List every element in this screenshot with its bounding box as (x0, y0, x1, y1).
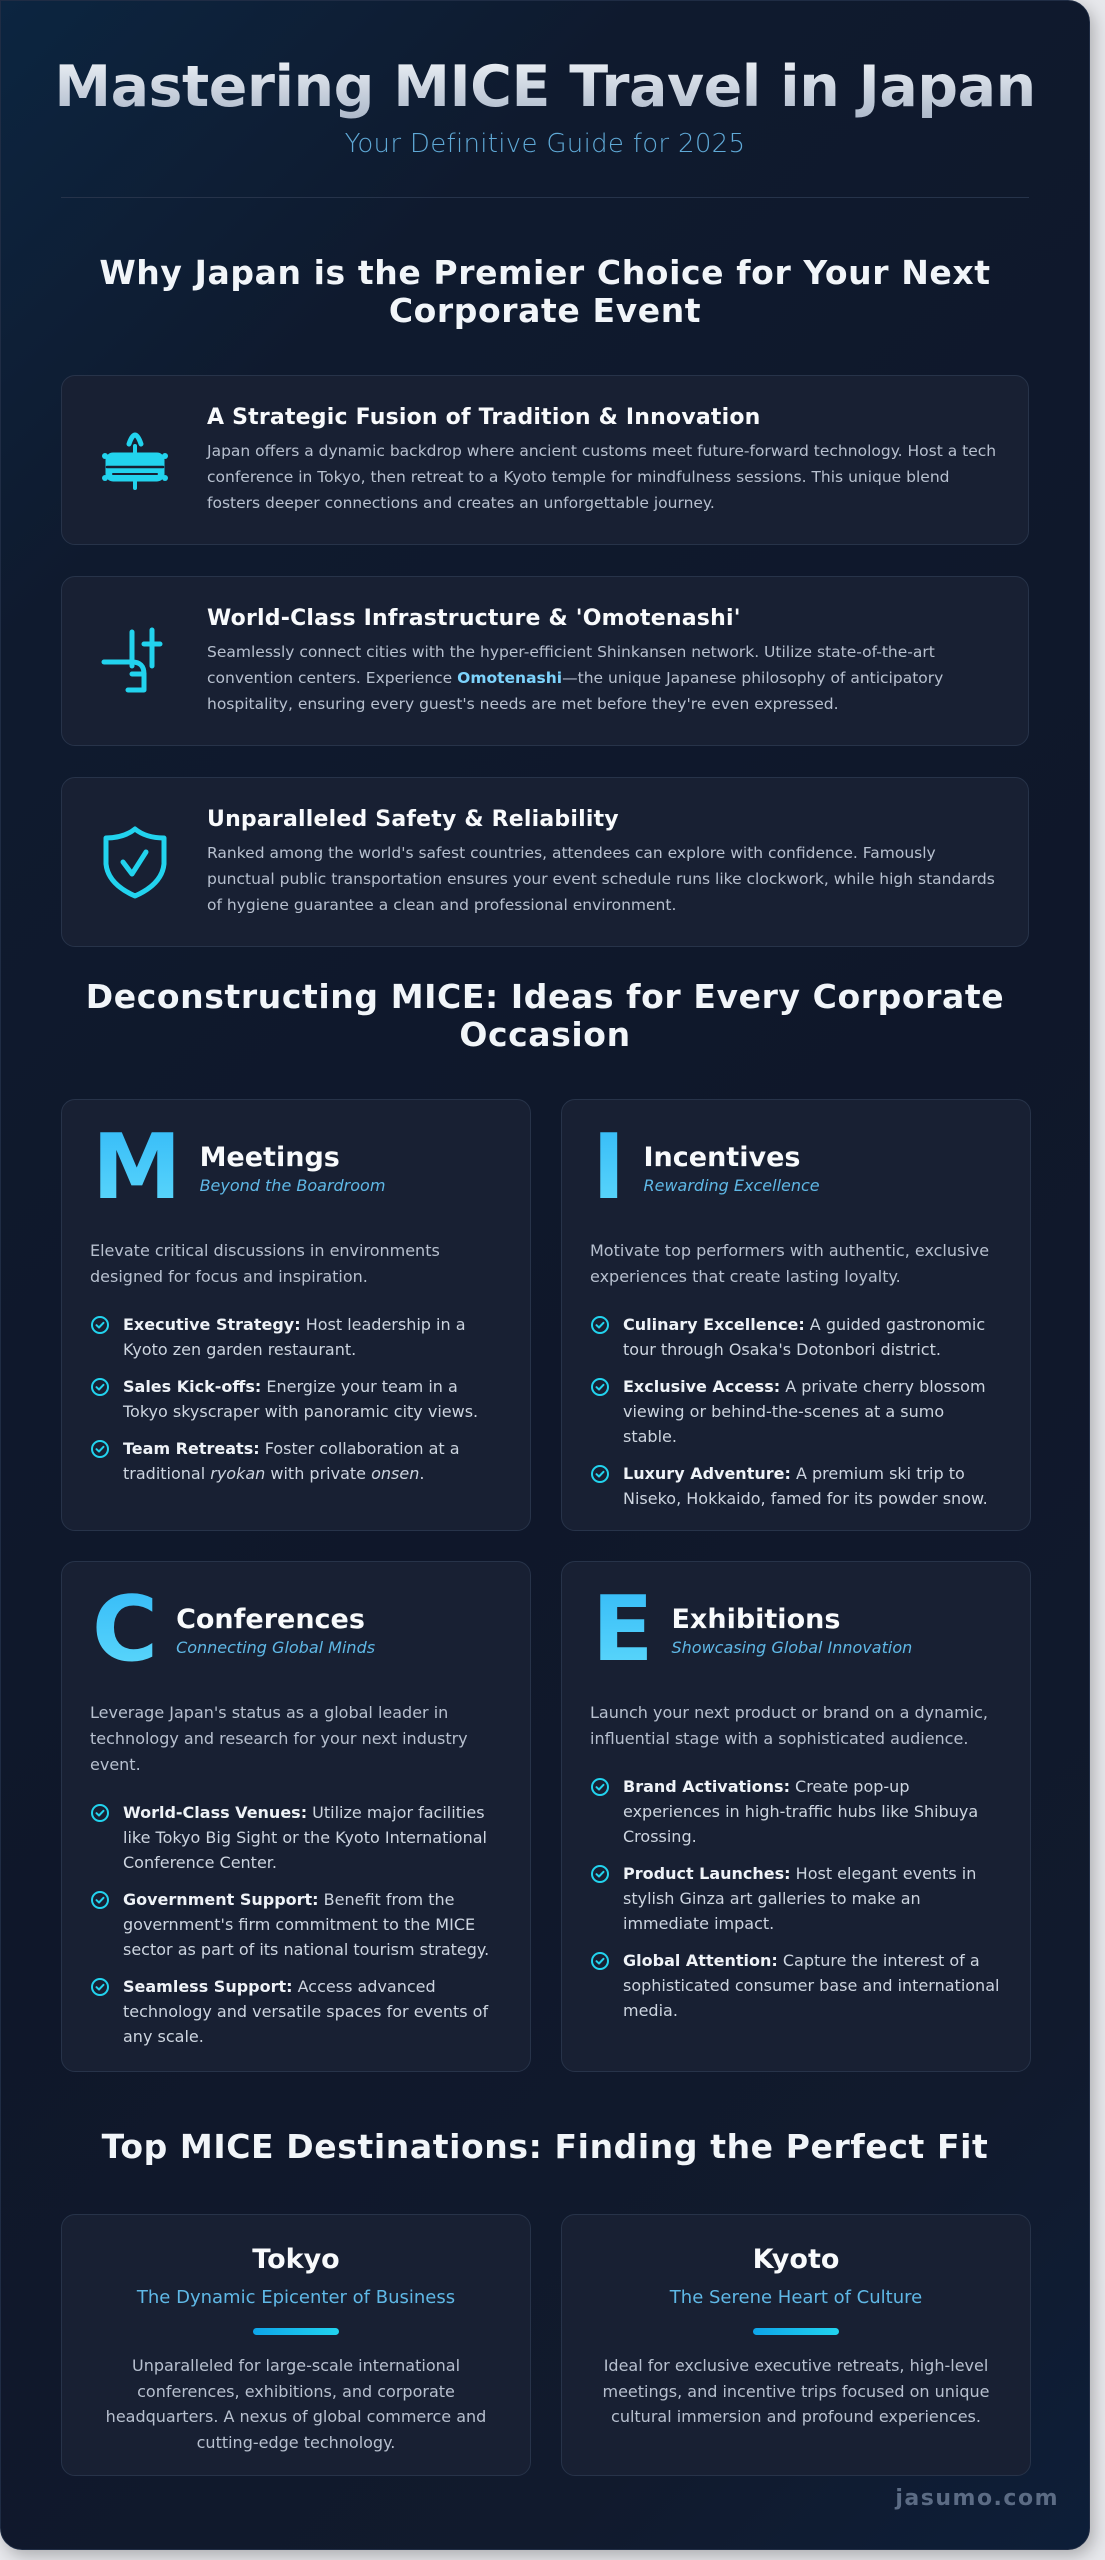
check-circle-icon (90, 1977, 110, 1997)
feature-text: Japan offers a dynamic backdrop where ancient customs meet future-forward technology. Host a tech conference in Tokyo, then retreat to a Kyoto temple for mindfulness sessions. This unique blend fosters deeper connections and creates an unforgettable journey. (207, 441, 997, 512)
footer-brand: jasumo.com (895, 2486, 1059, 2511)
mice-idea-list (90, 1312, 502, 1486)
destination-description: Ideal for exclusive executive retreats, high-level meetings, and incentive trips focused on unique cultural immersion and profound experiences. (602, 2356, 990, 2426)
why-japan-section (1, 254, 1089, 947)
feature-text: Ranked among the world's safest countries, attendees can explore with confidence. Famously punctual public transportation ensures your event schedule runs like clockwork, while high standards of hygiene guarantee a clean and professional environment. (207, 843, 995, 914)
list-item: Sales Kick-offs: Energize your team in a Tokyo skyscraper with panoramic city views. (90, 1374, 502, 1424)
list-item: Team Retreats: Foster collaboration at a traditional ryokan with private onsen. (90, 1436, 502, 1486)
destination-card-tokyo (61, 2214, 531, 2476)
mice-card-title: Incentives (643, 1141, 801, 1173)
destination-description: Unparalleled for large-scale international conferences, exhibitions, and corporate headquarters. A nexus of global commerce and cutting-edge technology. (105, 2356, 487, 2452)
mice-letter: E (592, 1577, 654, 1682)
mice-card-conferences (61, 1561, 531, 2072)
destination-grid (61, 2214, 1029, 2476)
feature-card-safety (61, 777, 1029, 947)
section-title-destinations: Top MICE Destinations: Finding the Perfect Fit (101, 2127, 989, 2166)
check-circle-icon (590, 1377, 610, 1397)
mice-card-description: Launch your next product or brand on a dynamic, influential stage with a sophisticated audience. (590, 1703, 989, 1748)
header (1, 1, 1089, 159)
mice-card-incentives (561, 1099, 1031, 1531)
mice-card-tagline: Showcasing Global Innovation (671, 1637, 913, 1657)
check-circle-icon (90, 1439, 110, 1459)
check-circle-icon (90, 1803, 110, 1823)
list-item: Luxury Adventure: A premium ski trip to Niseko, Hokkaido, famed for its powder snow. (590, 1461, 1002, 1511)
list-item: World-Class Venues: Utilize major facilities like Tokyo Big Sight or the Kyoto International Conference Center. (90, 1800, 502, 1875)
destination-card-kyoto (561, 2214, 1031, 2476)
feature-title: A Strategic Fusion of Tradition & Innovation (207, 404, 761, 430)
feature-title: Unparalleled Safety & Reliability (207, 806, 619, 832)
list-item: Brand Activations: Create pop-up experiences in high-traffic hubs like Shibuya Crossing. (590, 1774, 1002, 1849)
list-item: Product Launches: Host elegant events in stylish Ginza art galleries to make an immediate impact. (590, 1861, 1002, 1936)
destination-tagline: The Dynamic Epicenter of Business (136, 2287, 456, 2308)
mice-letter: C (92, 1577, 159, 1682)
destination-tagline: The Serene Heart of Culture (669, 2287, 923, 2308)
mice-idea-list (590, 1312, 1002, 1511)
check-circle-icon (590, 1864, 610, 1884)
list-item: Executive Strategy: Host leadership in a Kyoto zen garden restaurant. (90, 1312, 502, 1362)
accent-bar (753, 2328, 839, 2335)
train-network-icon (62, 626, 207, 696)
destination-name: Kyoto (752, 2244, 840, 2275)
mice-grid (61, 1099, 1029, 2072)
check-circle-icon (90, 1377, 110, 1397)
mice-idea-list (90, 1800, 502, 2049)
mice-card-description: Motivate top performers with authentic, exclusive experiences that create lasting loyalty. (590, 1241, 990, 1286)
feature-card-tradition (61, 375, 1029, 545)
feature-title: World-Class Infrastructure & 'Omotenashi' (207, 605, 741, 631)
feature-text: Seamlessly connect cities with the hyper-efficient Shinkansen network. Utilize state-of-the-art convention centers. Experience Omotenashi—the unique Japanese philosophy of anticipatory hospitality, ensuring every guest's needs are met before they're even expressed. (207, 642, 944, 713)
mice-letter: I (592, 1115, 626, 1220)
accent-bar (253, 2328, 339, 2335)
mice-card-tagline: Rewarding Excellence (643, 1175, 820, 1195)
feature-card-infrastructure (61, 576, 1029, 746)
mice-card-tagline: Connecting Global Minds (176, 1637, 376, 1657)
check-circle-icon (90, 1890, 110, 1910)
mice-idea-list (590, 1774, 1002, 2023)
header-divider (61, 197, 1029, 198)
mice-section (1, 978, 1089, 2072)
mice-card-exhibitions (561, 1561, 1031, 2072)
page-subtitle: Your Definitive Guide for 2025 (344, 129, 746, 159)
mice-letter: M (92, 1115, 182, 1220)
destination-name: Tokyo (252, 2244, 340, 2275)
omotenashi-highlight: Omotenashi (457, 668, 563, 687)
mice-card-title: Exhibitions (671, 1603, 841, 1635)
mice-card-title: Conferences (176, 1603, 365, 1635)
page-title: Mastering MICE Travel in Japan (1, 53, 1089, 121)
mice-card-tagline: Beyond the Boardroom (199, 1175, 386, 1195)
list-item: Government Support: Benefit from the government's firm commitment to the MICE sector as part of its national tourism strategy. (90, 1887, 502, 1962)
check-circle-icon (590, 1464, 610, 1484)
lantern-icon (62, 422, 207, 498)
mice-card-meetings (61, 1099, 531, 1531)
destinations-section (1, 2128, 1089, 2476)
mice-card-description: Leverage Japan's status as a global leader in technology and research for your next industry event. (90, 1703, 468, 1774)
check-circle-icon (590, 1951, 610, 1971)
section-title-mice: Deconstructing MICE: Ideas for Every Corporate Occasion (85, 977, 1005, 1054)
shield-check-icon (62, 824, 207, 900)
list-item: Exclusive Access: A private cherry blossom viewing or behind-the-scenes at a sumo stable. (590, 1374, 1002, 1449)
mice-card-title: Meetings (199, 1141, 340, 1173)
mice-card-description: Elevate critical discussions in environments designed for focus and inspiration. (90, 1241, 440, 1286)
feature-list (61, 375, 1029, 947)
list-item: Seamless Support: Access advanced technology and versatile spaces for events of any scale. (90, 1974, 502, 2049)
check-circle-icon (90, 1315, 110, 1335)
check-circle-icon (590, 1315, 610, 1335)
list-item: Global Attention: Capture the interest of a sophisticated consumer base and international media. (590, 1948, 1002, 2023)
check-circle-icon (590, 1777, 610, 1797)
list-item: Culinary Excellence: A guided gastronomic tour through Osaka's Dotonbori district. (590, 1312, 1002, 1362)
section-title-why: Why Japan is the Premier Choice for Your Next Corporate Event (99, 253, 991, 330)
